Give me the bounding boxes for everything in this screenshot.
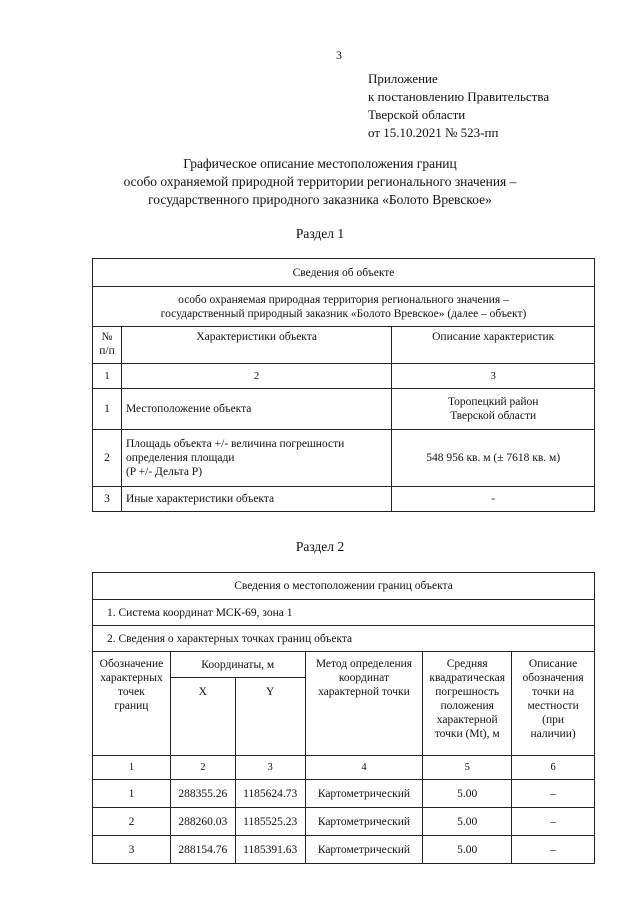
table-row bbox=[93, 836, 595, 864]
col-header-num bbox=[93, 327, 122, 364]
row-characteristic: Иные характеристики объекта bbox=[121, 487, 391, 512]
row-description-line: Торопецкий район bbox=[447, 396, 539, 408]
point-method: Картометрический bbox=[305, 780, 423, 808]
header-line: точки на bbox=[532, 686, 575, 698]
header-line: (при bbox=[542, 714, 565, 726]
row-characteristic bbox=[121, 430, 391, 487]
appendix-line: Тверской области bbox=[368, 107, 466, 122]
header-line: квадратическая bbox=[429, 672, 506, 684]
table-title: Сведения о местоположении границ объекта bbox=[93, 573, 595, 600]
header-line: характерных bbox=[100, 672, 163, 684]
point-id: 3 bbox=[93, 836, 171, 864]
table-title: Сведения об объекте bbox=[93, 259, 595, 287]
header-line: точек bbox=[118, 686, 145, 698]
table-row bbox=[93, 487, 595, 512]
title-line: Графическое описание местоположения границ bbox=[183, 156, 457, 171]
header-line: границ bbox=[114, 700, 149, 712]
col-header-coordinates: Координаты, м bbox=[170, 652, 305, 678]
appendix-line: Приложение bbox=[368, 71, 438, 86]
col-header-method bbox=[305, 652, 423, 756]
col-header-desc: Описание характеристик bbox=[392, 327, 595, 364]
point-y: 1185624.73 bbox=[235, 780, 305, 808]
point-y: 1185525.23 bbox=[235, 808, 305, 836]
col-header-y: Y bbox=[235, 678, 305, 756]
point-y: 1185391.63 bbox=[235, 836, 305, 864]
point-method: Картометрический bbox=[305, 808, 423, 836]
row-description: 548 956 кв. м (± 7618 кв. м) bbox=[392, 430, 595, 487]
header-line: местности bbox=[527, 700, 579, 712]
col-header-num-line: п/п bbox=[99, 345, 115, 357]
table-row bbox=[93, 808, 595, 836]
point-x: 288260.03 bbox=[170, 808, 235, 836]
row-characteristic: Местоположение объекта bbox=[121, 389, 391, 430]
table-row bbox=[93, 430, 595, 487]
point-method: Картометрический bbox=[305, 836, 423, 864]
header-line: Обозначение bbox=[99, 658, 164, 670]
object-info-table bbox=[92, 258, 595, 512]
object-name-cell bbox=[93, 287, 595, 327]
boundary-points-table bbox=[92, 572, 595, 864]
header-line: Описание bbox=[528, 658, 578, 670]
header-line: точки (Mt), м bbox=[434, 728, 500, 740]
table-row bbox=[93, 389, 595, 430]
point-x: 288355.26 bbox=[170, 780, 235, 808]
point-x: 288154.76 bbox=[170, 836, 235, 864]
row-characteristic-line: Площадь объекта +/- величина погрешности bbox=[125, 438, 345, 450]
col-header-char: Характеристики объекта bbox=[121, 327, 391, 364]
index-cell: 6 bbox=[512, 756, 595, 780]
row-characteristic-line: определения площади bbox=[125, 452, 235, 464]
point-marking: – bbox=[512, 808, 595, 836]
index-cell: 2 bbox=[170, 756, 235, 780]
point-error: 5.00 bbox=[423, 780, 512, 808]
index-cell: 2 bbox=[121, 364, 391, 389]
document-title bbox=[0, 155, 640, 209]
index-cell: 5 bbox=[423, 756, 512, 780]
index-cell: 3 bbox=[392, 364, 595, 389]
row-number: 3 bbox=[93, 487, 122, 512]
index-cell: 4 bbox=[305, 756, 423, 780]
page-number: 3 bbox=[336, 48, 342, 62]
point-marking: – bbox=[512, 780, 595, 808]
title-line: особо охраняемой природной территории регионального значения – bbox=[123, 174, 517, 189]
col-header-error bbox=[423, 652, 512, 756]
col-header-x: X bbox=[170, 678, 235, 756]
row-number: 1 bbox=[93, 389, 122, 430]
header-line: наличии) bbox=[530, 728, 576, 740]
section-2-heading: Раздел 2 bbox=[295, 539, 345, 554]
section-1-heading: Раздел 1 bbox=[295, 226, 345, 241]
table-row bbox=[93, 780, 595, 808]
appendix-line: к постановлению Правительства bbox=[368, 89, 550, 104]
col-header-num-line: № bbox=[101, 331, 113, 343]
point-id: 2 bbox=[93, 808, 171, 836]
index-cell: 1 bbox=[93, 756, 171, 780]
object-name-line: особо охраняемая природная территория регионального значения – bbox=[178, 293, 509, 306]
col-header-marking bbox=[512, 652, 595, 756]
appendix-block bbox=[368, 70, 549, 142]
row-description: - bbox=[392, 487, 595, 512]
row-number: 2 bbox=[93, 430, 122, 487]
coordinate-system: 1. Система координат МСК-69, зона 1 bbox=[93, 600, 595, 626]
col-header-designation bbox=[93, 652, 171, 756]
index-cell: 1 bbox=[93, 364, 122, 389]
header-line: Средняя bbox=[446, 658, 488, 670]
point-error: 5.00 bbox=[423, 808, 512, 836]
header-line: характерной точки bbox=[318, 686, 410, 698]
point-marking: – bbox=[512, 836, 595, 864]
header-line: погрешность bbox=[435, 686, 500, 698]
point-id: 1 bbox=[93, 780, 171, 808]
header-line: положения bbox=[440, 700, 494, 712]
header-line: координат bbox=[338, 672, 389, 684]
index-cell: 3 bbox=[235, 756, 305, 780]
row-characteristic-line: (P +/- Дельта P) bbox=[125, 466, 203, 478]
points-info: 2. Сведения о характерных точках границ объекта bbox=[93, 626, 595, 652]
row-description bbox=[392, 389, 595, 430]
row-description-line: Тверской области bbox=[450, 410, 537, 422]
appendix-line: от 15.10.2021 № 523-пп bbox=[368, 125, 499, 140]
object-name-line: государственный природный заказник «Болото Вревское» (далее – объект) bbox=[160, 307, 527, 320]
point-error: 5.00 bbox=[423, 836, 512, 864]
header-line: Метод определения bbox=[315, 658, 413, 670]
header-line: обозначения bbox=[522, 672, 584, 684]
header-line: характерной bbox=[436, 714, 498, 726]
title-line: государственного природного заказника «Болото Вревское» bbox=[148, 192, 492, 207]
